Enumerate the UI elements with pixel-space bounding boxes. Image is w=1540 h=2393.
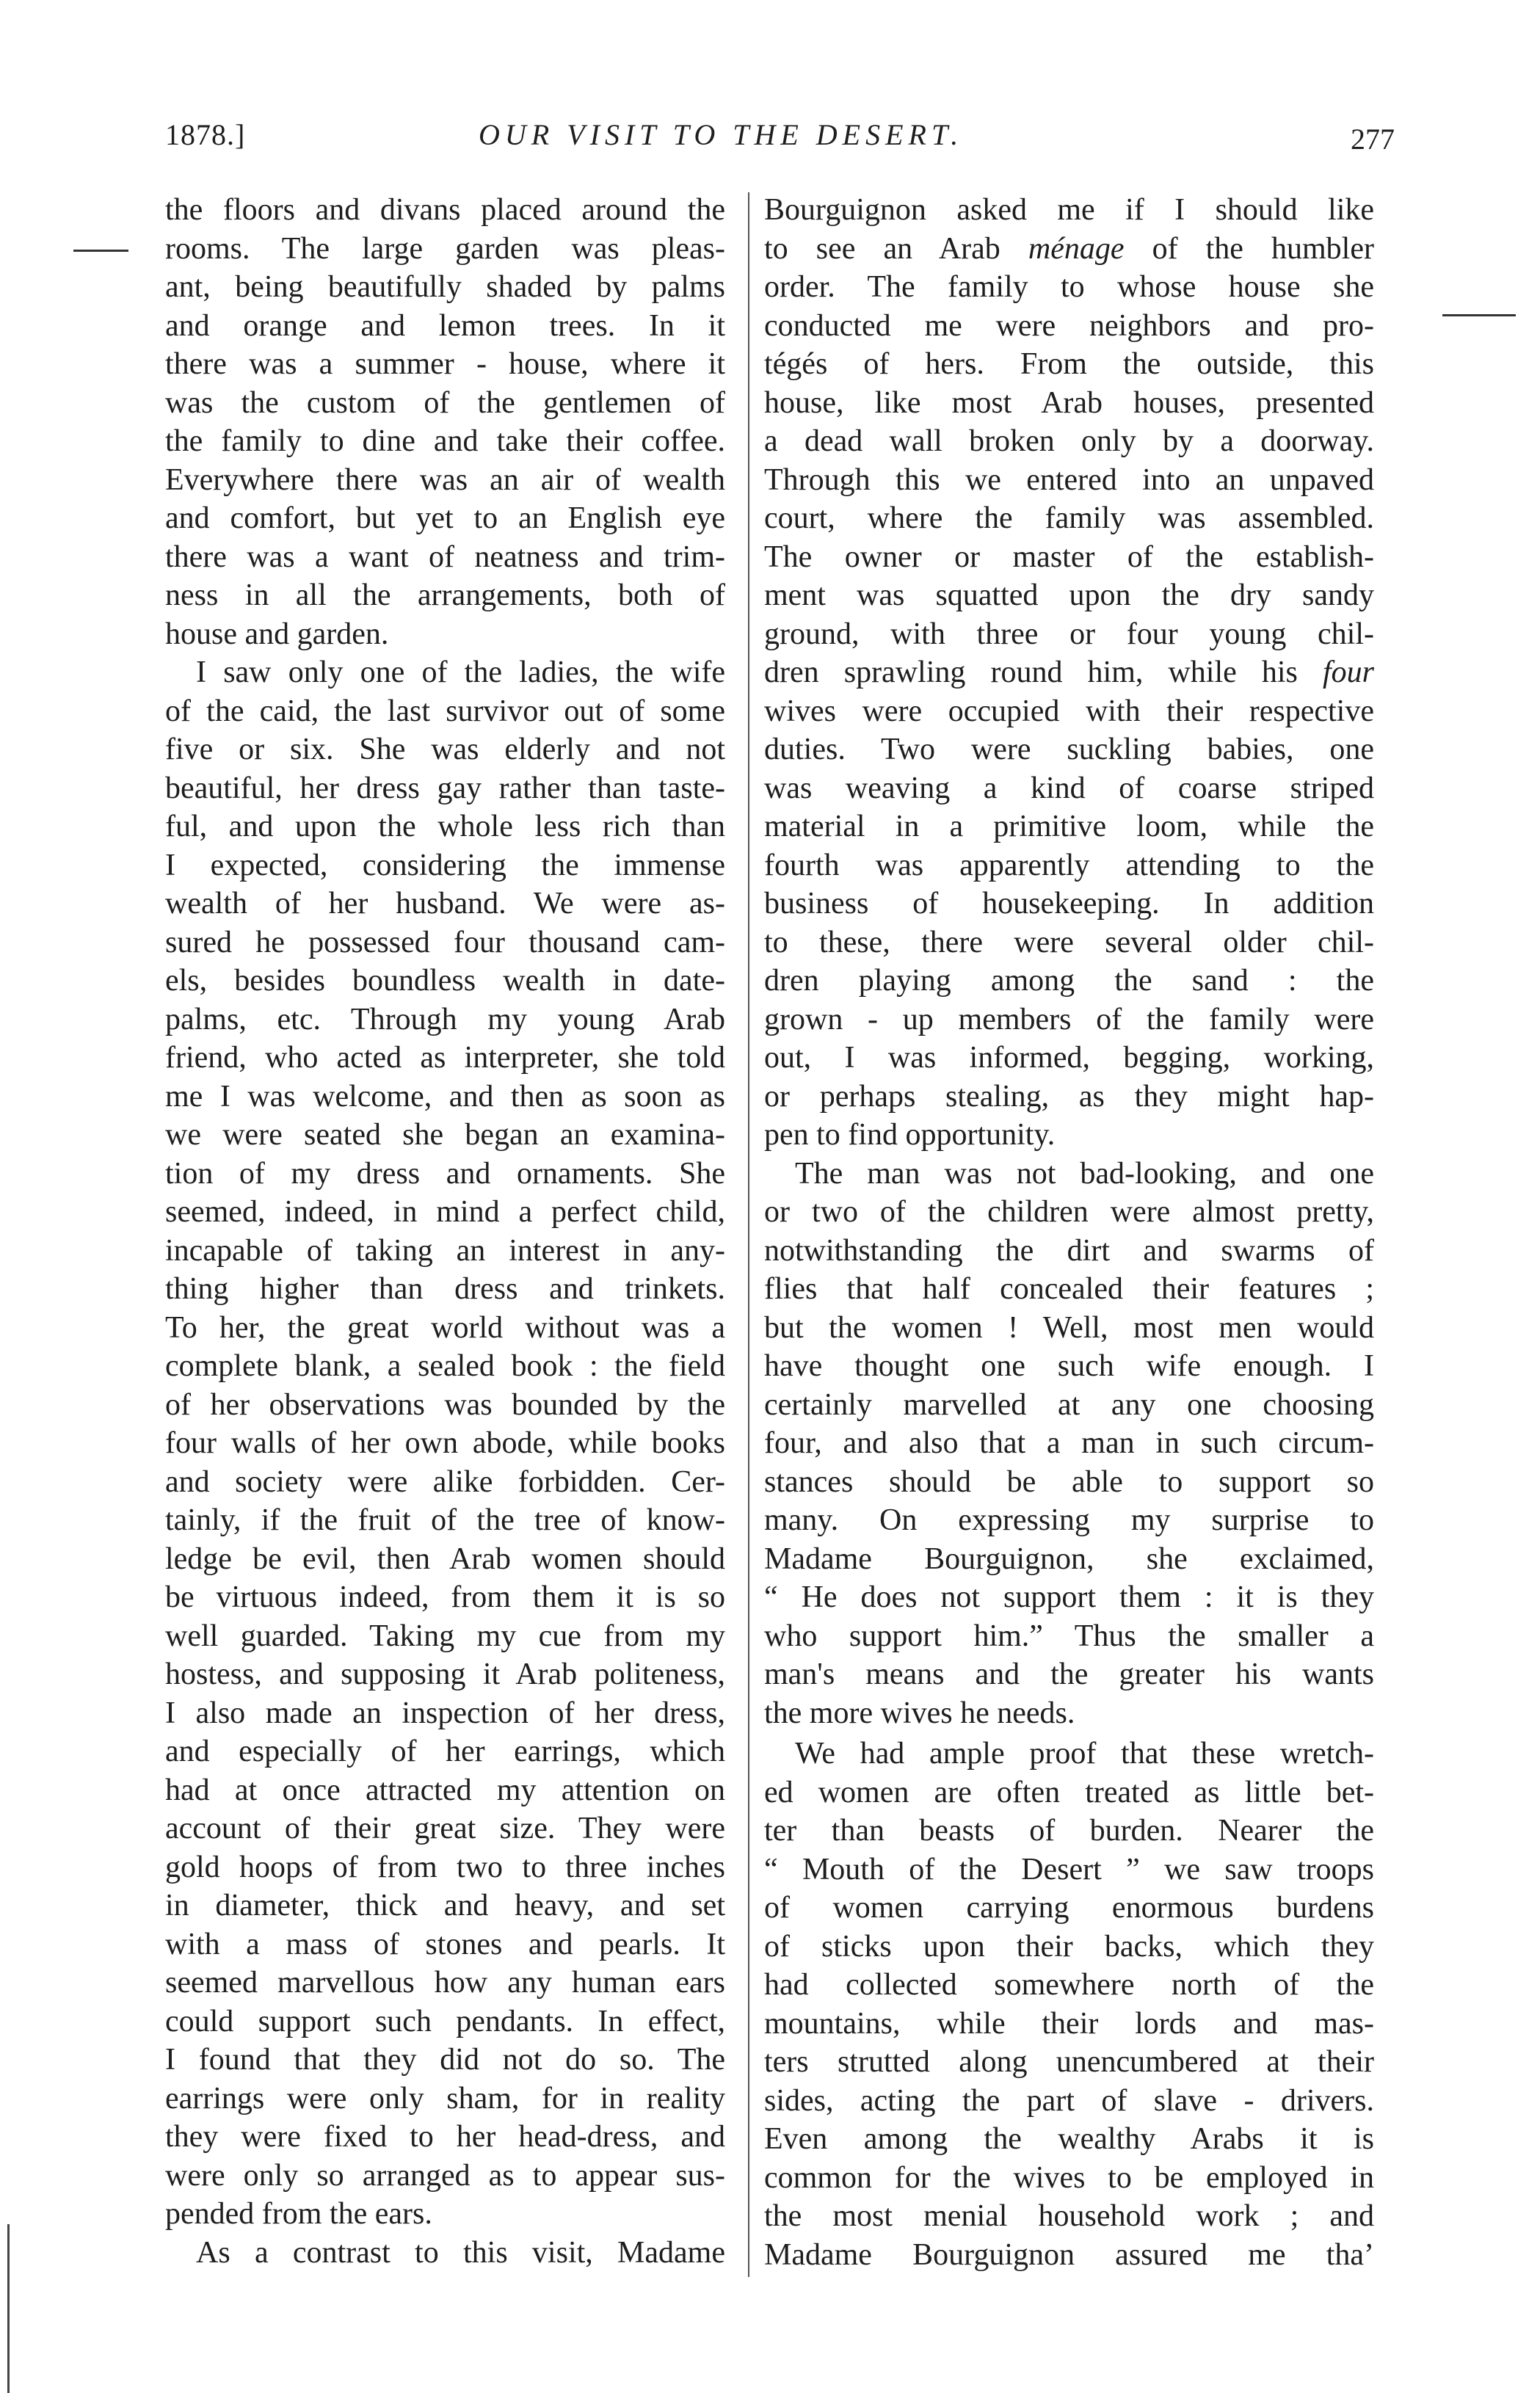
text-line: gold hoops of from two to three inches	[165, 1850, 725, 1884]
text-line: of sticks upon their backs, which they	[764, 1929, 1374, 1964]
text-line: house and garden.	[165, 617, 389, 651]
text-line: tégés of hers. From the outside, this	[764, 347, 1374, 381]
text-line: ters strutted along unencumbered at their	[764, 2045, 1374, 2079]
text-line: I expected, considering the immense	[165, 848, 725, 882]
text-line: with a mass of stones and pearls. It	[165, 1927, 725, 1961]
text-line: hostess, and supposing it Arab politeness,	[165, 1657, 725, 1691]
text-line: a dead wall broken only by a doorway.	[764, 424, 1374, 458]
margin-mark	[1442, 314, 1516, 316]
text-line: Madame Bourguignon assured me tha’	[764, 2237, 1374, 2272]
text-line: to these, there were several older chil-	[764, 925, 1374, 959]
text-line: thing higher than dress and trinkets.	[165, 1272, 725, 1306]
text-line: seemed marvellous how any human ears	[165, 1966, 725, 2000]
text-line: Bourguignon asked me if I should like	[764, 193, 1374, 227]
text-line: stances should be able to support so	[764, 1464, 1374, 1499]
italic-text: ménage	[1028, 231, 1125, 266]
text-segment: to see an Arab	[764, 231, 1028, 266]
text-line: out, I was informed, begging, working,	[764, 1041, 1374, 1075]
text-line: As a contrast to this visit, Madame	[196, 2235, 725, 2270]
text-line: ant, being beautifully shaded by palms	[165, 270, 725, 304]
text-line: palms, etc. Through my young Arab	[165, 1002, 725, 1036]
text-line: friend, who acted as interpreter, she told	[165, 1041, 725, 1075]
text-line: and comfort, but yet to an English eye	[165, 501, 725, 535]
text-line: wives were occupied with their respective	[764, 694, 1374, 728]
text-line: wealth of her husband. We were as-	[165, 887, 725, 920]
text-line: notwithstanding the dirt and swarms of	[764, 1233, 1374, 1268]
text-line: I found that they did not do so. The	[165, 2043, 725, 2077]
text-line: of the caid, the last survivor out of some	[165, 694, 725, 728]
text-line: have thought one such wife enough. I	[764, 1349, 1374, 1383]
text-line: of her observations was bounded by the	[165, 1387, 725, 1422]
text-line: ed women are often treated as little bet-	[764, 1775, 1374, 1809]
text-line: dren playing among the sand : the	[764, 964, 1374, 998]
left-text-column	[165, 191, 725, 2272]
text-line: they were fixed to her head-dress, and	[165, 2120, 725, 2154]
text-line: I also made an inspection of her dress,	[165, 1696, 725, 1730]
text-line: the family to dine and take their coffee.	[165, 424, 725, 458]
text-line: pen to find opportunity.	[764, 1118, 1056, 1152]
text-line: or perhaps stealing, as they might hap-	[764, 1079, 1374, 1114]
text-line: The man was not bad-looking, and one	[795, 1156, 1374, 1191]
text-line: mountains, while their lords and mas-	[764, 2006, 1374, 2041]
text-line: well guarded. Taking my cue from my	[165, 1619, 725, 1653]
text-line: material in a primitive loom, while the	[764, 810, 1374, 843]
text-line: “ Mouth of the Desert ” we saw troops	[764, 1852, 1374, 1887]
text-line: the most menial household work ; and	[764, 2199, 1374, 2233]
column-divider	[748, 192, 749, 2277]
text-line: rooms. The large garden was pleas-	[165, 231, 725, 266]
text-line: were only so arranged as to appear sus-	[165, 2158, 725, 2193]
text-line: but the women ! Well, most men would	[764, 1310, 1374, 1345]
text-line: ness in all the arrangements, both of	[165, 578, 725, 612]
text-line: ful, and upon the whole less rich than	[165, 810, 725, 843]
text-line: could support such pendants. In effect,	[165, 2004, 725, 2038]
text-line: pended from the ears.	[165, 2197, 432, 2231]
text-line: there was a summer - house, where it	[165, 347, 725, 381]
italic-text: four	[1322, 656, 1374, 689]
text-line: sides, acting the part of slave - drivers.	[764, 2083, 1374, 2118]
text-line: had at once attracted my attention on	[165, 1773, 725, 1807]
running-head-year: 1878.]	[165, 118, 246, 151]
margin-rule	[7, 2224, 10, 2393]
text-line: be virtuous indeed, from them it is so	[165, 1580, 725, 1614]
text-line: common for the wives to be employed in	[764, 2160, 1374, 2195]
text-line: many. On expressing my surprise to	[764, 1503, 1374, 1537]
text-line: els, besides boundless wealth in date-	[165, 964, 725, 998]
running-head-title: OUR VISIT TO THE DESERT.	[479, 118, 964, 151]
text-line: Everywhere there was an air of wealth	[165, 462, 725, 497]
text-line	[764, 230, 1374, 269]
text-line: incapable of taking an interest in any-	[165, 1233, 725, 1268]
text-line: ter than beasts of burden. Nearer the	[764, 1814, 1374, 1848]
text-line: grown - up members of the family were	[764, 1002, 1374, 1036]
text-line: Madame Bourguignon, she exclaimed,	[764, 1542, 1374, 1576]
text-line: The owner or master of the establish-	[764, 540, 1374, 574]
right-text-column	[764, 191, 1374, 2274]
text-line: “ He does not support them : it is they	[764, 1580, 1374, 1614]
text-line: and society were alike forbidden. Cer-	[165, 1464, 725, 1499]
text-line: was the custom of the gentlemen of	[165, 385, 725, 420]
text-line: man's means and the greater his wants	[764, 1657, 1374, 1691]
page-number: 277	[1351, 123, 1395, 156]
text-line: order. The family to whose house she	[764, 270, 1374, 304]
text-line: of women carrying enormous burdens	[764, 1891, 1374, 1925]
text-line: we were seated she began an examina-	[165, 1118, 725, 1152]
text-line: ment was squatted upon the dry sandy	[764, 578, 1374, 612]
text-line	[764, 653, 1374, 692]
text-line: tion of my dress and ornaments. She	[165, 1156, 725, 1191]
text-line: ground, with three or four young chil-	[764, 617, 1374, 651]
text-line: sured he possessed four thousand cam-	[165, 925, 725, 959]
text-line: Through this we entered into an unpaved	[764, 462, 1374, 497]
running-head	[0, 117, 1540, 161]
text-line: and especially of her earrings, which	[165, 1735, 725, 1768]
margin-mark	[73, 250, 128, 252]
text-line: court, where the family was assembled.	[764, 501, 1374, 535]
text-segment: dren sprawling round him, while his	[764, 656, 1323, 689]
text-line: Even among the wealthy Arabs it is	[764, 2122, 1374, 2156]
text-line: four, and also that a man in such circum-	[764, 1426, 1374, 1460]
text-line: We had ample proof that these wretch-	[795, 1737, 1374, 1771]
text-line: five or six. She was elderly and not	[165, 733, 725, 766]
text-line: I saw only one of the ladies, the wife	[196, 656, 725, 689]
text-line: had collected somewhere north of the	[764, 1968, 1374, 2002]
text-line: house, like most Arab houses, presented	[764, 385, 1374, 420]
text-line: duties. Two were suckling babies, one	[764, 733, 1374, 766]
text-line: four walls of her own abode, while books	[165, 1426, 725, 1460]
text-line: account of their great size. They were	[165, 1812, 725, 1845]
text-line: in diameter, thick and heavy, and set	[165, 1889, 725, 1922]
text-line: there was a want of neatness and trim-	[165, 540, 725, 574]
text-line: who support him.” Thus the smaller a	[764, 1619, 1374, 1653]
text-line: To her, the great world without was a	[165, 1310, 725, 1345]
text-line: or two of the children were almost pretty,	[764, 1195, 1374, 1229]
text-line: and orange and lemon trees. In it	[165, 308, 725, 343]
text-line: seemed, indeed, in mind a perfect child,	[165, 1195, 725, 1229]
text-line: fourth was apparently attending to the	[764, 848, 1374, 882]
text-line: beautiful, her dress gay rather than taste-	[165, 771, 725, 805]
text-line: was weaving a kind of coarse striped	[764, 771, 1374, 805]
text-line: tainly, if the fruit of the tree of know-	[165, 1503, 725, 1537]
text-line: me I was welcome, and then as soon as	[165, 1079, 725, 1114]
text-line: complete blank, a sealed book : the field	[165, 1349, 725, 1383]
text-line: ledge be evil, then Arab women should	[165, 1542, 725, 1576]
text-line: earrings were only sham, for in reality	[165, 2081, 725, 2116]
text-line: the more wives he needs.	[764, 1696, 1075, 1730]
text-line: conducted me were neighbors and pro-	[764, 308, 1374, 343]
text-line: business of housekeeping. In addition	[764, 887, 1374, 920]
text-segment: of the humbler	[1124, 231, 1374, 266]
text-line: the floors and divans placed around the	[165, 193, 725, 227]
text-line: certainly marvelled at any one choosing	[764, 1387, 1374, 1422]
text-line: flies that half concealed their features ;	[764, 1272, 1374, 1306]
